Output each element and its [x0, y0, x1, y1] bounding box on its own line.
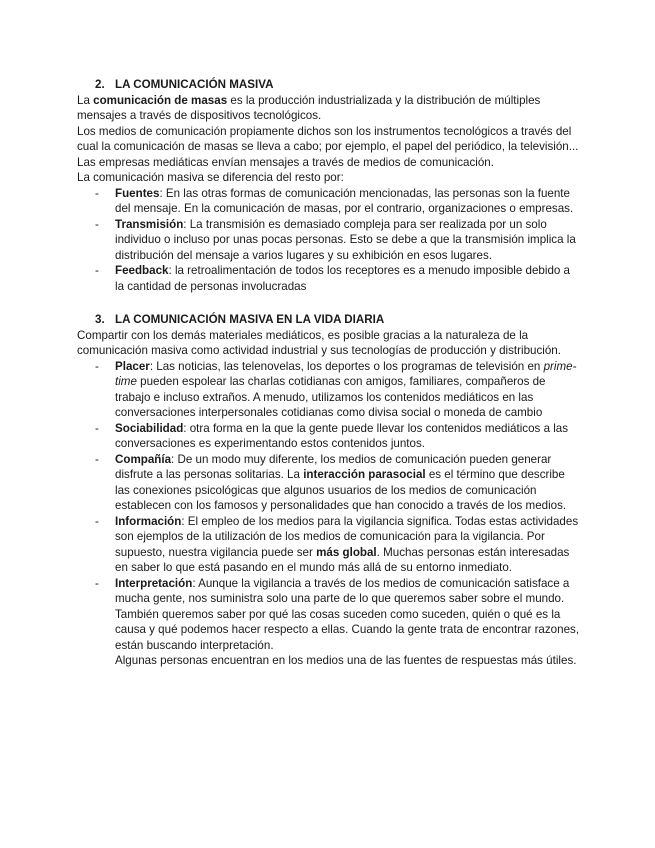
list-text: : El empleo de los medios para la vigilancia significa. Todas estas actividades son ejemplos de la utilización de los medios de comunicación para la vigilancia. Por supuesto, nuestra vigilancia puede ser: [115, 514, 579, 559]
section-3-intro: Compartir con los demás materiales mediáticos, es posible gracias a la naturaleza de la comunicación masiva como actividad industrial y sus tecnologías de producción y distribución.: [77, 328, 561, 357]
list-dash: -: [95, 264, 99, 277]
list-term: Feedback: [115, 264, 169, 277]
list-dash: -: [95, 452, 99, 466]
list-dash: -: [95, 359, 99, 373]
list-text: : En las otras formas de comunicación mencionadas, las personas son la fuente del mensaje. En la comunicación de masas, por el contrario, organizaciones o empresas.: [115, 186, 574, 215]
list-item-sociabilidad: [77, 421, 582, 452]
list-term: Sociabilidad: [115, 421, 184, 435]
list-item-informacion: [77, 514, 582, 576]
list-text: : otra forma en la que la gente puede llevar los contenidos mediáticos a las conversaciones es experimentando estos contenidos juntos.: [115, 421, 569, 450]
section-3-number: 3.: [95, 313, 105, 326]
list-term: Interpretación: [115, 576, 193, 590]
list-item: [77, 186, 582, 217]
section-2-heading: [77, 77, 582, 93]
list-item-placer: [77, 359, 582, 421]
p1-bold-term: comunicación de masas: [93, 93, 228, 107]
list-text-extra: Algunas personas encuentran en los medios una de las fuentes de respuestas más útiles.: [115, 654, 577, 667]
list-item-interpretacion: [77, 576, 582, 669]
list-bold-term: más global: [316, 545, 377, 559]
list-text: . Muchas personas están interesadas en saber lo que está pasando en el mundo más allá de su entorno inmediato.: [115, 545, 570, 574]
list-italic: prime-time: [115, 359, 577, 388]
document-page: [77, 77, 582, 669]
list-item-compania: [77, 452, 582, 514]
list-text: pueden espolear las charlas cotidianas con amigos, familiares, compañeros de trabajo e incluso extraños. A menudo, utilizamos los contenidos mediáticos en las conversaciones interpersonales cotidianas como divisa social o moneda de cambio: [115, 375, 546, 419]
list-text: : Aunque la vigilancia a través de los medios de comunicación satisface a mucha gente, nos suministra solo una parte de lo que queremos saber sobre el mundo. También queremos saber por qué las cosas suceden como suceden, quién o qué es la causa y qué podemos hacer respecto a ellas. Cuando la gente trata de encontrar razones, están buscando interpretación.: [115, 576, 580, 652]
list-dash: -: [95, 186, 99, 200]
list-item: [77, 263, 582, 294]
section-2-number: 2.: [95, 78, 105, 91]
section-2-list: [77, 186, 582, 295]
list-dash: -: [95, 576, 99, 590]
list-text: es el término que describe las conexiones psicológicas que algunos usuarios de los medios de comunicación establecen con los famosos y personalidades que han conocido a través de los medios.: [115, 468, 567, 512]
list-text: : De un modo muy diferente, los medios de comunicación pueden generar disfrute a las personas solitarias. La: [115, 452, 552, 481]
section-3-list: [77, 359, 582, 669]
list-dash: -: [95, 217, 99, 231]
p1-post: es la producción industrializada y la distribución de múltiples mensajes a través de dispositivos tecnológicos.: [77, 93, 541, 122]
list-bold-term: interacción parasocial: [303, 468, 426, 481]
section-2-title: LA COMUNICACIÓN MASIVA: [115, 78, 274, 91]
section-3-heading: [77, 312, 582, 328]
section-2-paragraph-3: La comunicación masiva se diferencia del resto por:: [77, 171, 344, 184]
list-term: Placer: [115, 359, 150, 373]
section-2-paragraph-2: Los medios de comunicación propiamente dichos son los instrumentos tecnológicos a través del cual la comunicación de masas se lleva a cabo; por ejemplo, el papel del periódico, la televisión... Las empresas mediáticas envían mensajes a través de medios de comunicación.: [77, 124, 579, 169]
list-text: : la retroalimentación de todos los receptores es a menudo imposible debido a la cantidad de personas involucradas: [115, 264, 571, 293]
p1-pre: La: [77, 93, 94, 107]
section-3-title: LA COMUNICACIÓN MASIVA EN LA VIDA DIARIA: [115, 313, 385, 326]
list-dash: -: [95, 421, 99, 435]
list-text: : Las noticias, las telenovelas, los deportes o los programas de televisión en: [149, 359, 544, 373]
section-2-paragraph-1: [77, 93, 582, 124]
list-dash: -: [95, 514, 99, 528]
list-term: Fuentes: [115, 186, 160, 200]
list-item: [77, 217, 582, 264]
list-term: Compañía: [115, 452, 172, 466]
list-text: : La transmisión es demasiado compleja para ser realizada por un solo individuo o incluso por unas pocas personas. Esto se debe a que la transmisión implica la distribución del mensaje a varios lugares y su exhibición en esos lugares.: [115, 217, 576, 262]
list-term: Información: [115, 514, 182, 528]
list-term: Transmisión: [115, 217, 184, 231]
